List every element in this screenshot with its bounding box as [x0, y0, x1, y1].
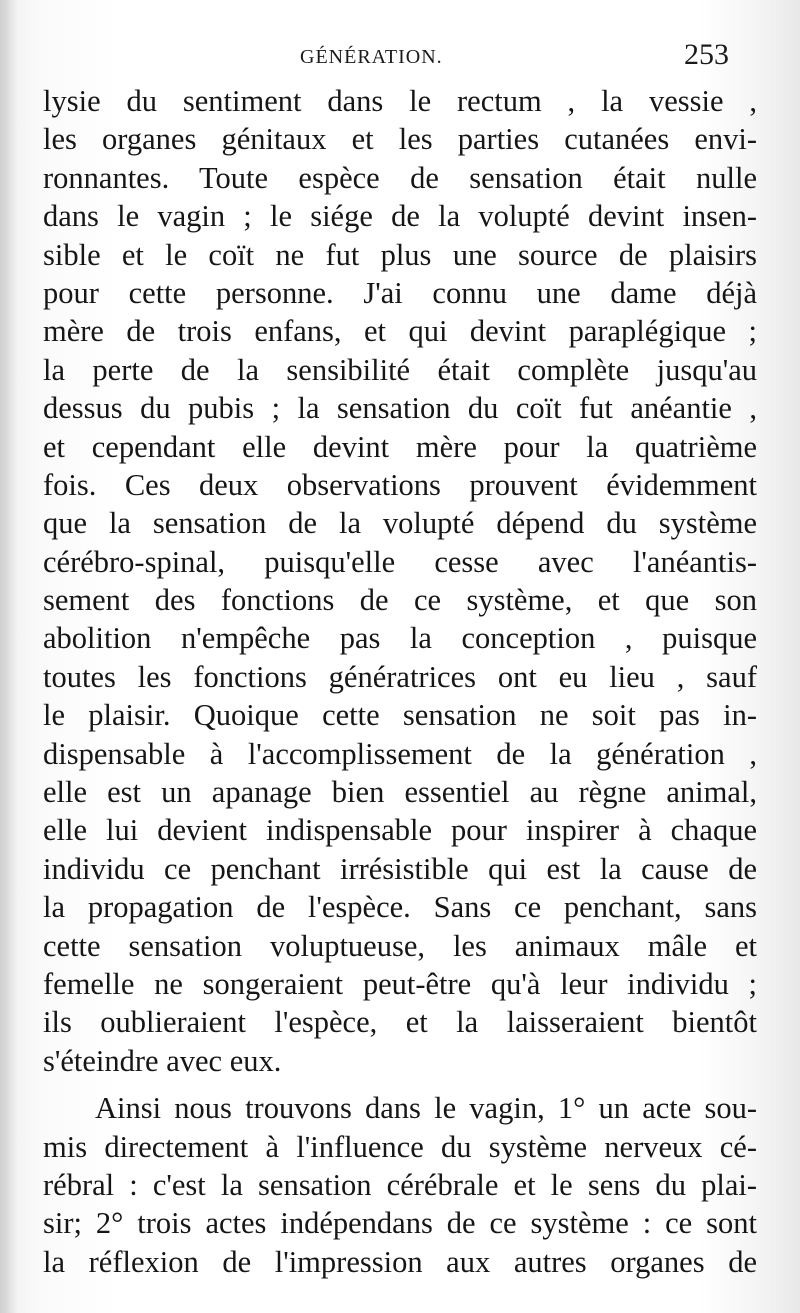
text-line: la propagation de l'espèce. Sans ce penchant, sans: [43, 890, 757, 925]
text-line: que la sensation de la volupté dépend du système: [43, 506, 757, 541]
text-line: pour cette personne. J'ai connu une dame déjà: [43, 275, 757, 310]
text-line: elle est un apanage bien essentiel au règne animal,: [43, 775, 757, 810]
text-line: cérébro-spinal, puisqu'elle cesse avec l'anéantis-: [43, 544, 757, 579]
text-line: s'éteindre avec eux.: [43, 1043, 282, 1078]
text-line: elle lui devient indispensable pour inspirer à chaque: [43, 813, 757, 848]
text-line: Ainsi nous trouvons dans le vagin, 1° un acte sou-: [95, 1091, 757, 1126]
running-title: GÉNÉRATION.: [300, 46, 443, 68]
text-line: dispensable à l'accomplissement de la génération ,: [43, 736, 757, 771]
text-line: sement des fonctions de ce système, et que son: [43, 583, 757, 618]
text-line: fois. Ces deux observations prouvent évidemment: [43, 467, 757, 502]
text-line: dans le vagin ; le siége de la volupté devint insen-: [43, 199, 757, 234]
text-line: les organes génitaux et les parties cutanées envi-: [43, 122, 757, 157]
text-line: femelle ne songeraient peut-être qu'à leur individu ;: [43, 966, 757, 1001]
paragraph-gap: [43, 1080, 757, 1089]
text-line: et cependant elle devint mère pour la quatrième: [43, 429, 757, 464]
text-line: rébral : c'est la sensation cérébrale et le sens du plai-: [43, 1167, 757, 1202]
page-number: 253: [684, 38, 729, 71]
text-line: la réflexion de l'impression aux autres organes de: [43, 1244, 757, 1279]
text-line: mis directement à l'influence du système nerveux cé-: [43, 1129, 757, 1164]
text-line: individu ce penchant irrésistible qui est la cause de: [43, 851, 757, 886]
text-line: abolition n'empêche pas la conception , puisque: [43, 621, 757, 656]
body-text: [43, 82, 757, 1281]
running-head: [0, 38, 800, 78]
text-line: sible et le coït ne fut plus une source de plaisirs: [43, 237, 757, 272]
text-line: la perte de la sensibilité était complète jusqu'au: [43, 352, 757, 387]
text-line: mère de trois enfans, et qui devint paraplégique ;: [43, 314, 757, 349]
text-line: dessus du pubis ; la sensation du coït fut anéantie ,: [43, 391, 757, 426]
text-line: sir; 2° trois actes indépendans de ce système : ce sont: [43, 1206, 757, 1241]
text-line: toutes les fonctions génératrices ont eu lieu , sauf: [43, 659, 757, 694]
text-line: le plaisir. Quoique cette sensation ne soit pas in-: [43, 698, 757, 733]
text-line: ils oublieraient l'espèce, et la laisseraient bientôt: [43, 1005, 757, 1040]
page-gutter-shadow: [0, 0, 18, 1313]
text-line: lysie du sentiment dans le rectum , la vessie ,: [43, 84, 757, 118]
text-line: ronnantes. Toute espèce de sensation était nulle: [43, 160, 757, 195]
text-line: cette sensation voluptueuse, les animaux mâle et: [43, 928, 757, 963]
